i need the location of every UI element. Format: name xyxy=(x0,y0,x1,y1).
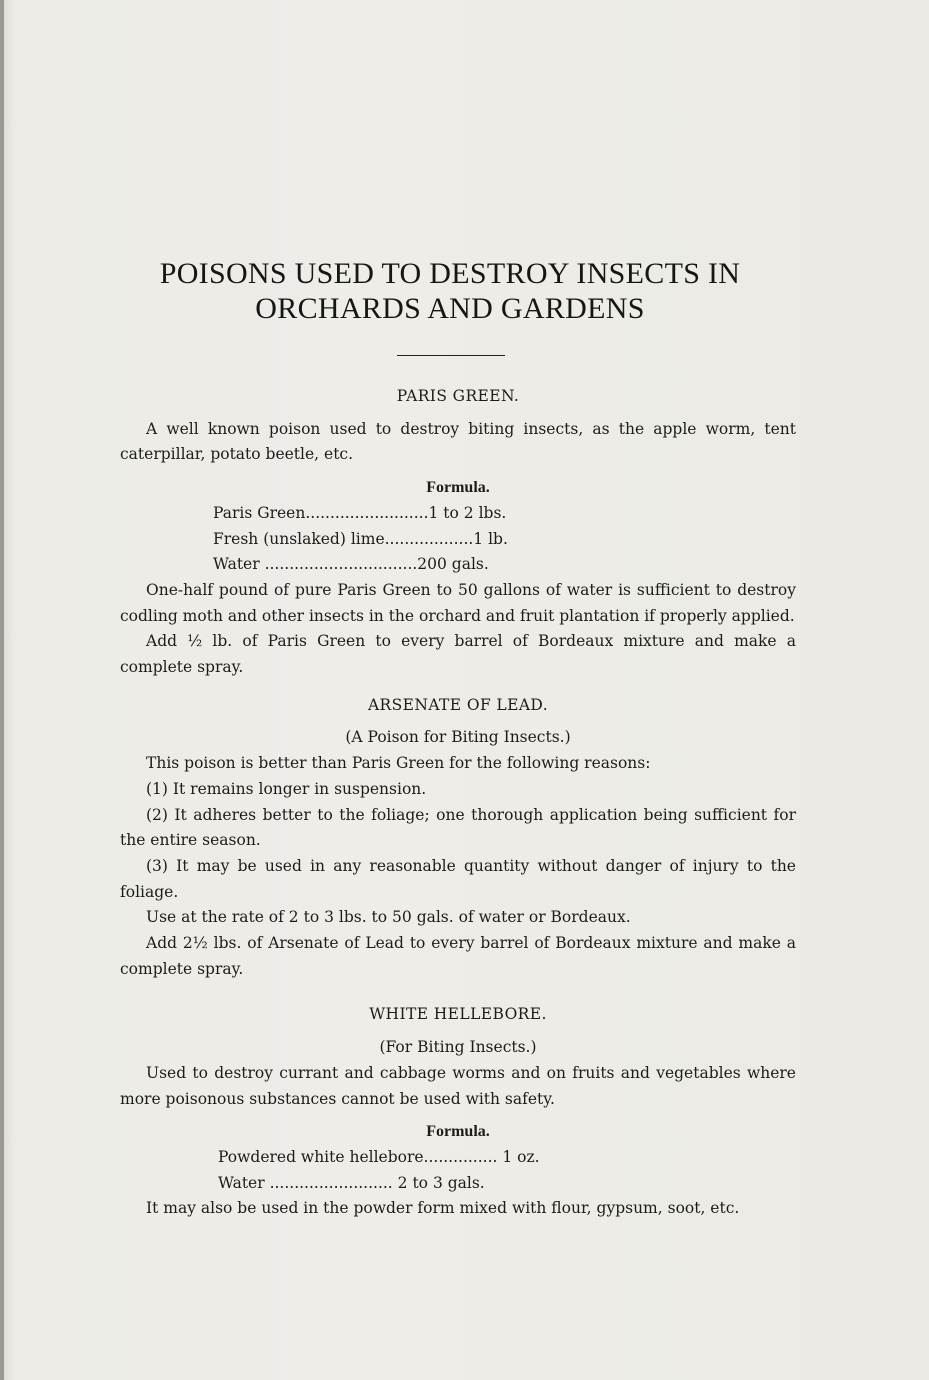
paragraph: (3) It may be used in any reasonable quantity without danger of injury to the foliage. xyxy=(120,856,796,901)
paragraph: Add ½ lb. of Paris Green to every barrel of Bordeaux mixture and make a complete spray. xyxy=(120,632,796,677)
paragraph: One-half pound of pure Paris Green to 50 gallons of water is sufficient to destroy codling moth and other insects in the orchard and fruit plantation if properly applied. xyxy=(120,580,796,625)
page-edge xyxy=(0,0,4,1380)
formula-title: Formula. xyxy=(426,479,490,497)
formula-line: Water ...............................200 gals. xyxy=(213,555,489,574)
formula-line: Paris Green.........................1 to 2 lbs. xyxy=(213,503,507,522)
paragraph: Use at the rate of 2 to 3 lbs. to 50 gals. of water or Bordeaux. xyxy=(146,908,631,927)
paragraph: Used to destroy currant and cabbage worms and on fruits and vegetables where more poisonous substances cannot be used with safety. xyxy=(120,1063,796,1108)
paragraph: (2) It adheres better to the foliage; one thorough application being sufficient for the entire season. xyxy=(120,805,796,850)
paragraph: (1) It remains longer in suspension. xyxy=(146,779,427,798)
title-rule xyxy=(397,355,505,356)
section-subheading: (A Poison for Biting Insects.) xyxy=(345,728,571,747)
formula-line: Fresh (unslaked) lime..................1 lb. xyxy=(213,529,508,548)
section-heading-arsenate-of-lead: ARSENATE OF LEAD. xyxy=(367,695,549,714)
paris-green-intro: A well known poison used to destroy biting insects, as the apple worm, tent caterpillar, potato beetle, etc. xyxy=(120,419,796,464)
section-heading-white-hellebore: WHITE HELLEBORE. xyxy=(369,1005,547,1024)
formula-line: Water ......................... 2 to 3 gals. xyxy=(218,1173,485,1192)
section-subheading: (For Biting Insects.) xyxy=(379,1038,537,1057)
paragraph: Add 2½ lbs. of Arsenate of Lead to every barrel of Bordeaux mixture and make a complete spray. xyxy=(120,934,796,978)
page-title: POISONS USED TO DESTROY INSECTS IN ORCHARDS AND GARDENS xyxy=(159,257,741,325)
paragraph: It may also be used in the powder form mixed with flour, gypsum, soot, etc. xyxy=(146,1199,740,1218)
formula-line: Powdered white hellebore............... 1 oz. xyxy=(218,1147,540,1166)
paragraph: This poison is better than Paris Green for the following reasons: xyxy=(146,754,651,773)
formula-title: Formula. xyxy=(426,1123,490,1141)
page-content xyxy=(120,384,796,1222)
section-heading-paris-green: PARIS GREEN. xyxy=(396,387,520,405)
